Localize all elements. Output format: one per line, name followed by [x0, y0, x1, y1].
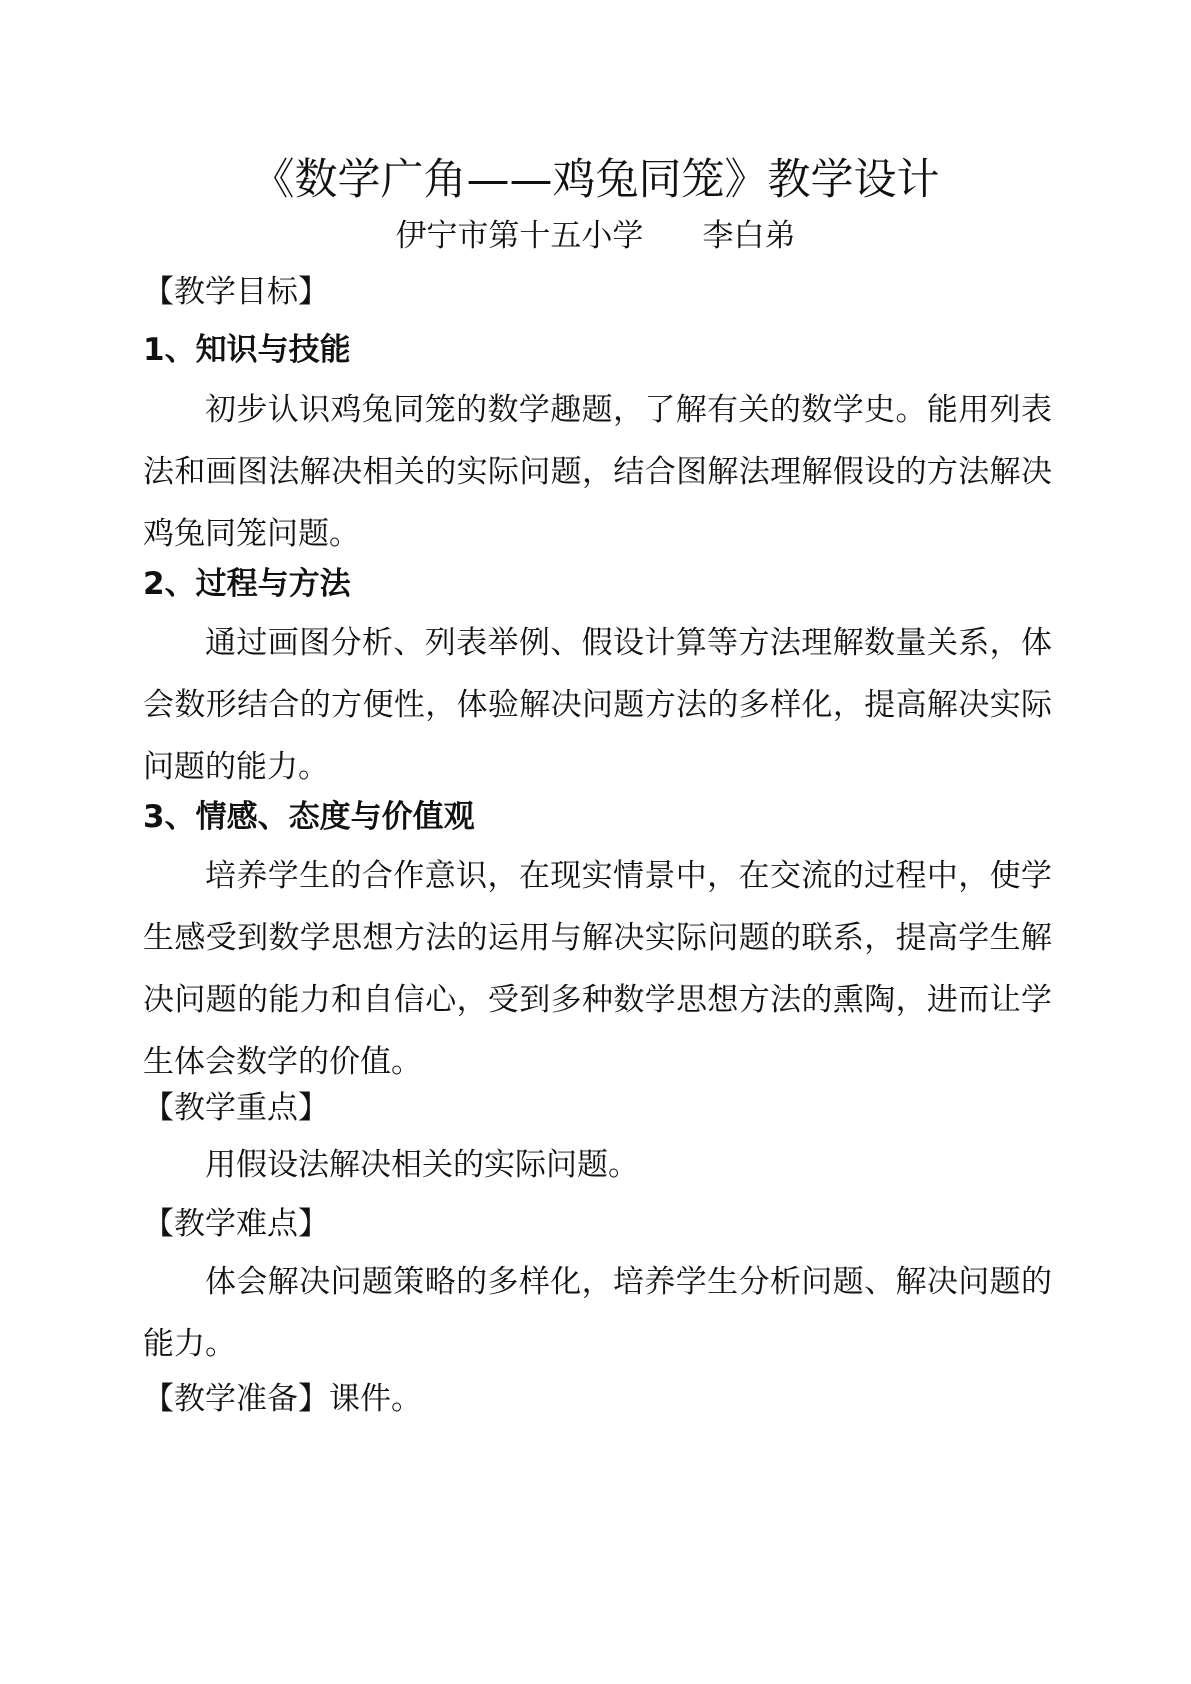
process-paragraph: 通过画图分析、列表举例、假设计算等方法理解数量关系，体会数形结合的方便性，体验解决问题方法的多样化，提高解决实际问题的能力。	[143, 625, 1052, 785]
difficulty-heading: 【教学难点】	[143, 1206, 329, 1242]
author-byline: 伊宁市第十五小学 李白弟	[395, 218, 796, 254]
document-title: 《数学广角——鸡兔同笼》教学设计	[251, 155, 940, 205]
key-point-heading: 【教学重点】	[143, 1090, 329, 1126]
emotion-heading: 3、情感、态度与价值观	[143, 799, 475, 835]
goals-heading: 【教学目标】	[143, 274, 329, 310]
emotion-paragraph: 培养学生的合作意识，在现实情景中，在交流的过程中，使学生感受到数学思想方法的运用与解决实际问题的联系，提高学生解决问题的能力和自信心，受到多种数学思想方法的熏陶，进而让学生体会数学的价值。	[143, 858, 1052, 1080]
difficulty-paragraph: 体会解决问题策略的多样化，培养学生分析问题、解决问题的能力。	[143, 1264, 1052, 1362]
knowledge-heading: 1、知识与技能	[143, 332, 351, 368]
process-heading: 2、过程与方法	[143, 566, 351, 602]
knowledge-paragraph: 初步认识鸡兔同笼的数学趣题，了解有关的数学史。能用列表法和画图法解决相关的实际问题，结合图解法理解假设的方法解决鸡兔同笼问题。	[143, 392, 1052, 552]
key-point-paragraph: 用假设法解决相关的实际问题。	[205, 1147, 639, 1183]
preparation-line: 【教学准备】课件。	[143, 1381, 422, 1417]
